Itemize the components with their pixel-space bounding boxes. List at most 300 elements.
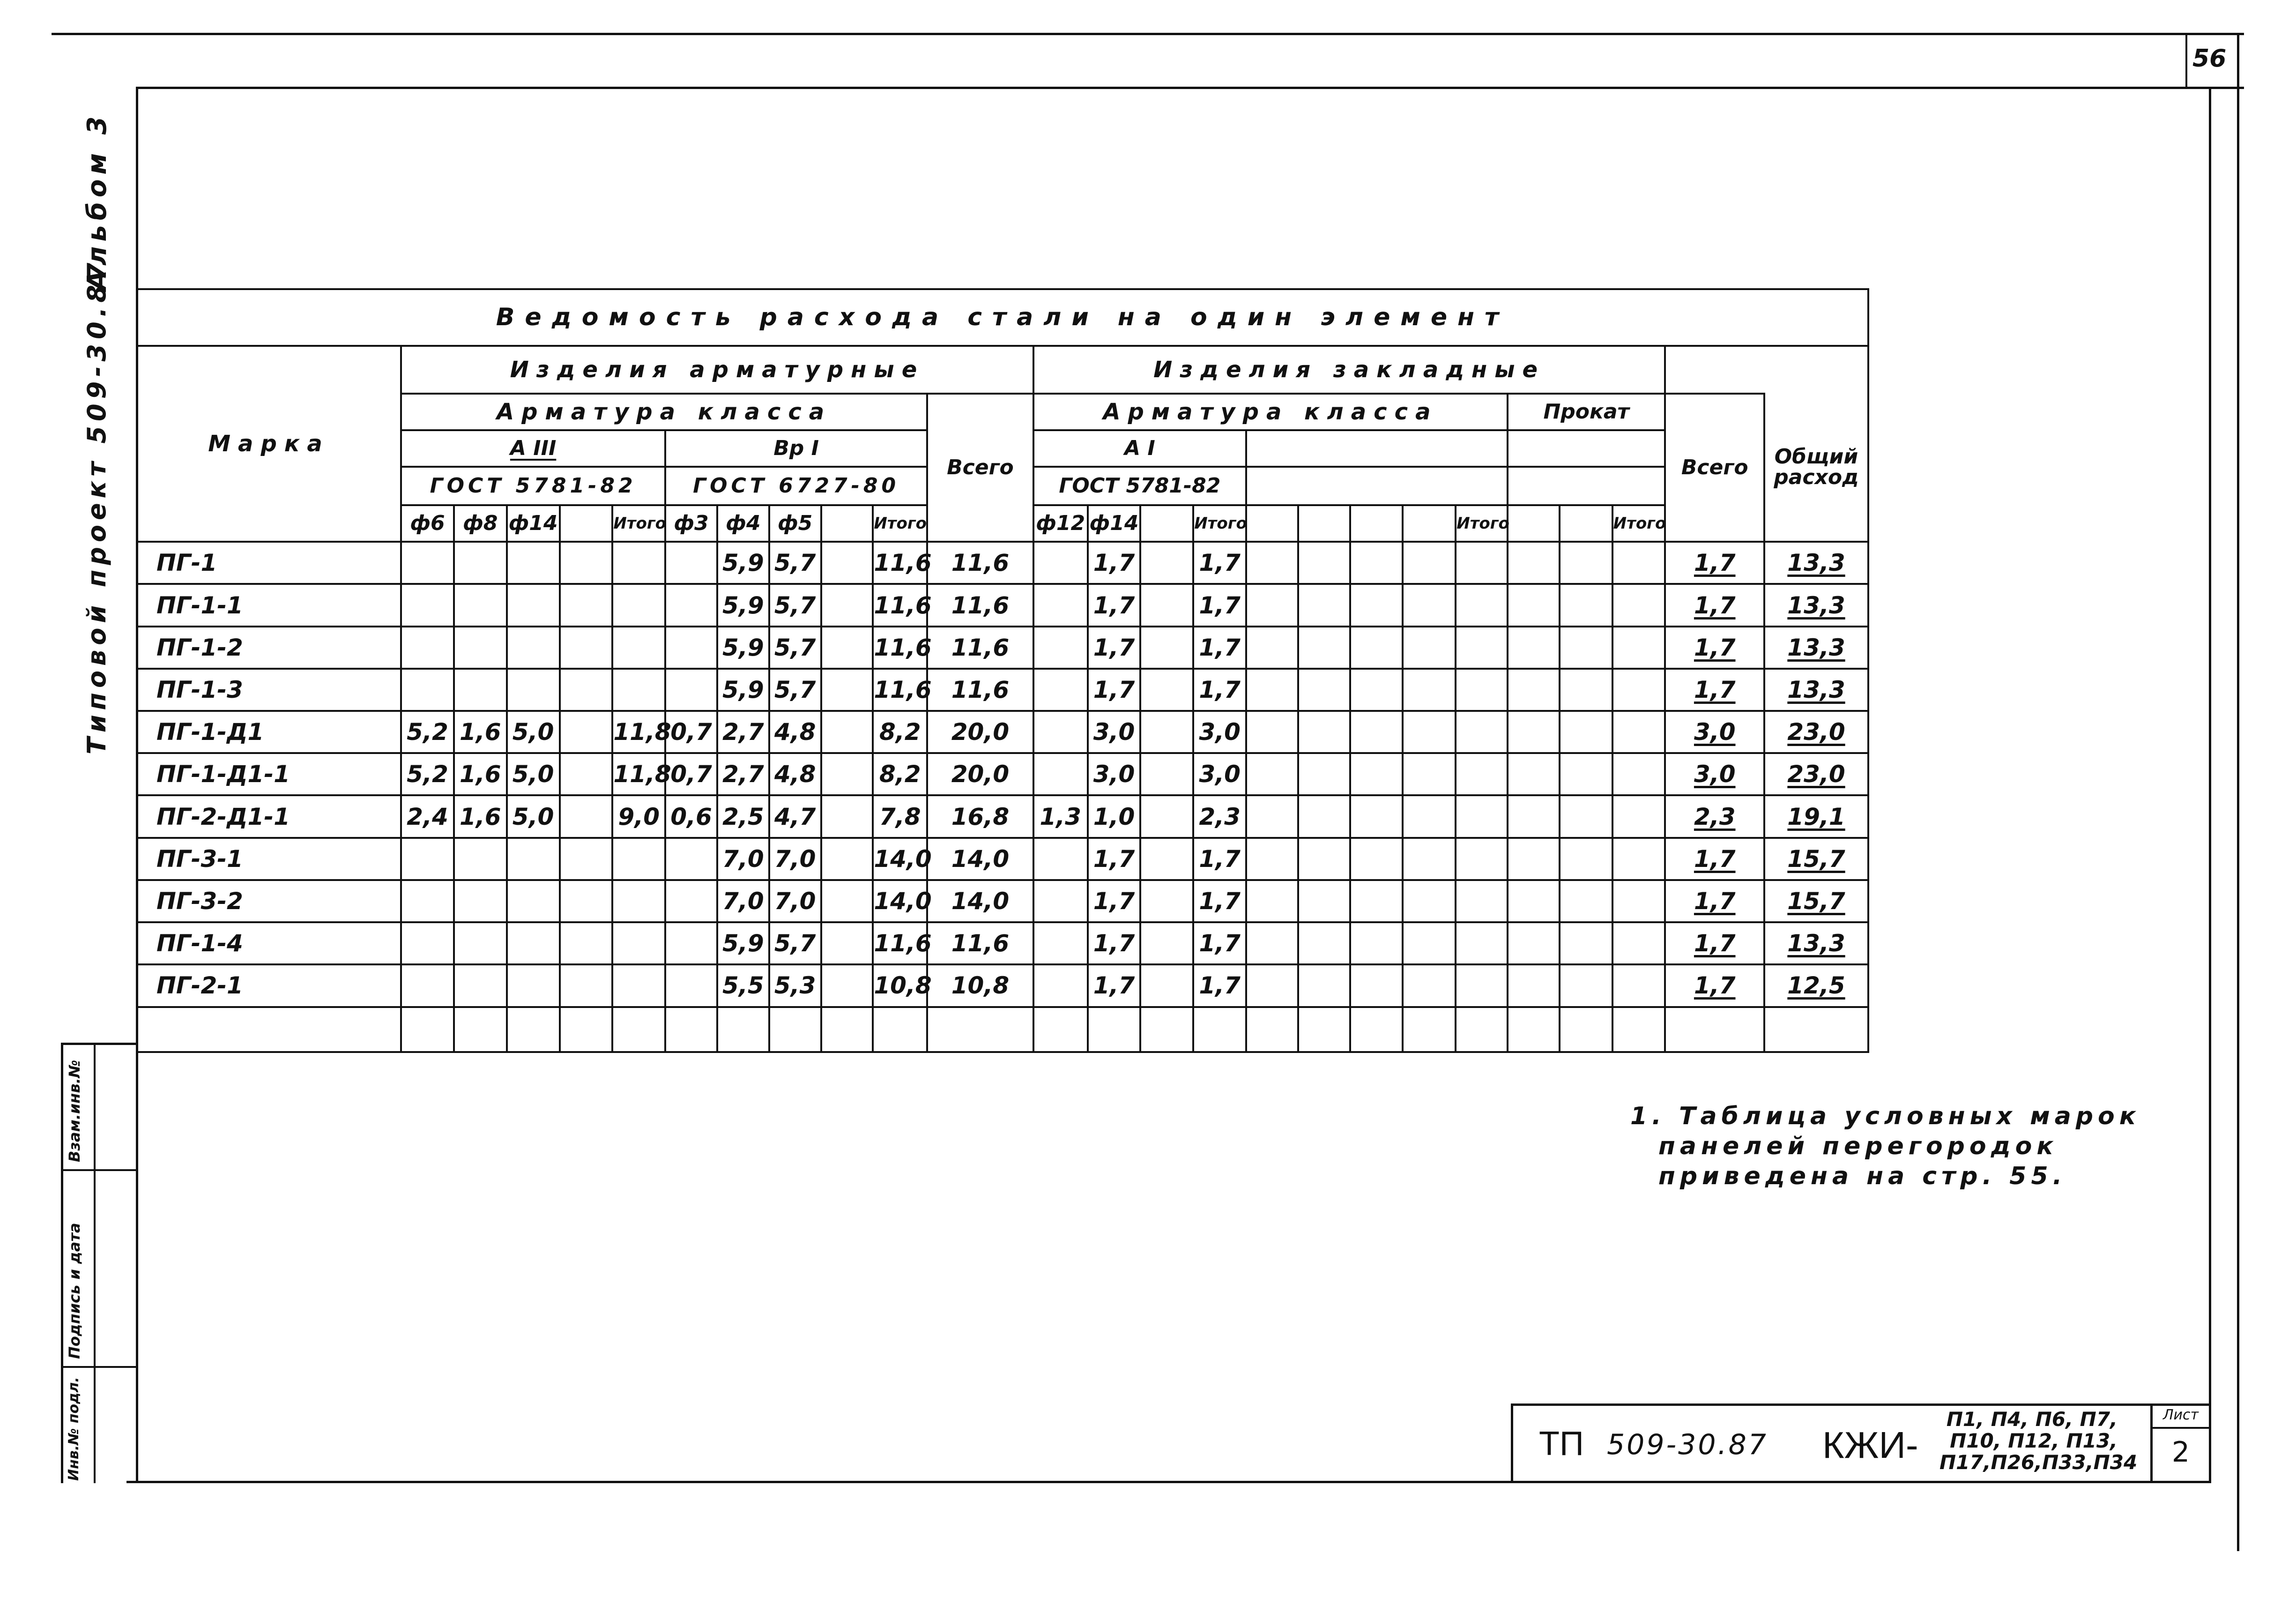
cell-empty <box>1350 838 1403 880</box>
row-mark: ПГ-1-2 <box>137 627 401 669</box>
cell-empty <box>1298 711 1350 753</box>
cell-empty <box>1403 627 1456 669</box>
cell-a3 <box>507 584 560 626</box>
cell-vr1: 5,9 <box>717 584 769 626</box>
cell-a1 <box>1140 584 1193 626</box>
stamp-top <box>61 1043 138 1045</box>
cell-vr1: 7,0 <box>769 880 821 922</box>
cell-empty <box>1350 1007 1403 1052</box>
table-row <box>137 838 1868 880</box>
cell-empty <box>1456 753 1508 795</box>
class-a3: А III <box>401 430 665 467</box>
cell-total-armature: 14,0 <box>927 880 1033 922</box>
cell-empty <box>1508 838 1560 880</box>
cell-a1 <box>1033 964 1088 1007</box>
cell-a3 <box>612 542 665 584</box>
cell-a3 <box>560 880 613 922</box>
cell-vr1: 8,2 <box>873 753 927 795</box>
cell-a3: 1,6 <box>454 753 507 795</box>
cell-a1: 1,7 <box>1088 542 1141 584</box>
row-mark: ПГ-3-2 <box>137 880 401 922</box>
cell-vr1: 14,0 <box>873 838 927 880</box>
cell-a3 <box>560 542 613 584</box>
cell-vr1: 7,0 <box>717 838 769 880</box>
cell-a1: 1,7 <box>1193 584 1246 626</box>
cell-empty <box>1456 880 1508 922</box>
cell-empty <box>560 1007 613 1052</box>
cell-a1 <box>1140 627 1193 669</box>
cell-a3 <box>560 753 613 795</box>
cell-a3 <box>612 627 665 669</box>
table-row <box>137 542 1868 584</box>
cell-a1: 3,0 <box>1088 711 1141 753</box>
cell-a3: 2,4 <box>401 795 454 837</box>
cell-overall: 13,3 <box>1764 627 1868 669</box>
mark-header: Марка <box>137 346 401 542</box>
cell-a1: 1,0 <box>1088 795 1141 837</box>
cell-a3 <box>507 922 560 964</box>
cell-vr1 <box>665 922 717 964</box>
title-kzhi: КЖИ- <box>1822 1424 1918 1466</box>
cell-empty <box>1560 753 1612 795</box>
cell-vr1: 5,7 <box>769 922 821 964</box>
cell-total-embedded: 1,7 <box>1665 964 1764 1007</box>
cell-empty <box>1560 795 1612 837</box>
sub-extra-4: Итого <box>1456 505 1508 542</box>
cell-empty <box>927 1007 1033 1052</box>
cell-a3 <box>401 584 454 626</box>
stamp-div-1 <box>61 1169 138 1171</box>
cell-empty <box>1612 922 1665 964</box>
table-row <box>137 880 1868 922</box>
cell-empty <box>1246 838 1298 880</box>
sub-a3-4: Итого <box>612 505 665 542</box>
sheet-box <box>2150 1403 2209 1481</box>
row-mark: ПГ-1-Д1-1 <box>137 753 401 795</box>
table-row <box>137 584 1868 626</box>
cell-a1 <box>1140 964 1193 1007</box>
cell-vr1 <box>821 795 873 837</box>
cell-a1 <box>1033 838 1088 880</box>
table-row <box>137 795 1868 837</box>
cell-vr1: 5,9 <box>717 922 769 964</box>
cell-empty <box>1612 880 1665 922</box>
cell-empty <box>1560 627 1612 669</box>
cell-a1: 1,7 <box>1193 964 1246 1007</box>
cell-vr1: 5,9 <box>717 669 769 711</box>
cell-overall: 12,5 <box>1764 964 1868 1007</box>
cell-empty <box>1298 838 1350 880</box>
row-mark: ПГ-3-1 <box>137 838 401 880</box>
cell-empty <box>1560 838 1612 880</box>
cell-a3 <box>401 838 454 880</box>
cell-vr1: 11,6 <box>873 584 927 626</box>
cell-empty <box>1193 1007 1246 1052</box>
cell-empty <box>873 1007 927 1052</box>
title-panels <box>1939 1408 2138 1474</box>
cell-a1: 1,7 <box>1088 669 1141 711</box>
cell-total-embedded: 1,7 <box>1665 880 1764 922</box>
cell-a3: 11,8 <box>612 711 665 753</box>
cell-empty <box>1560 964 1612 1007</box>
cell-total-embedded: 1,7 <box>1665 838 1764 880</box>
row-mark: ПГ-2-1 <box>137 964 401 1007</box>
cell-a3: 11,8 <box>612 753 665 795</box>
gost-a1: ГОСТ 5781-82 <box>1033 467 1246 505</box>
cell-empty <box>1612 964 1665 1007</box>
frame-bottom <box>126 1481 2211 1483</box>
cell-vr1 <box>665 964 717 1007</box>
cell-empty <box>1403 753 1456 795</box>
cell-a3: 1,6 <box>454 711 507 753</box>
cell-empty <box>1298 795 1350 837</box>
note-line-3: приведена на стр. 55. <box>1658 1162 2067 1190</box>
cell-a3 <box>454 922 507 964</box>
cell-vr1: 2,7 <box>717 711 769 753</box>
cell-a3 <box>454 542 507 584</box>
sub-a3-0: ф6 <box>401 505 454 542</box>
row-mark: ПГ-1-3 <box>137 669 401 711</box>
cell-vr1 <box>821 542 873 584</box>
cell-a3: 5,0 <box>507 753 560 795</box>
cell-empty <box>1665 1007 1764 1052</box>
cell-empty <box>1403 711 1456 753</box>
cell-total-embedded: 1,7 <box>1665 584 1764 626</box>
note <box>1630 1101 2140 1191</box>
sub-a1-2 <box>1140 505 1193 542</box>
cell-vr1: 11,6 <box>873 922 927 964</box>
cell-empty <box>1298 922 1350 964</box>
cell-vr1 <box>821 627 873 669</box>
cell-empty <box>1560 669 1612 711</box>
cell-a3 <box>560 669 613 711</box>
cell-a1: 1,3 <box>1033 795 1088 837</box>
cell-empty <box>1508 795 1560 837</box>
project-label: Типовой проект 509-30.87 <box>82 258 111 754</box>
cell-empty <box>1403 584 1456 626</box>
cell-empty <box>1350 753 1403 795</box>
cell-a1: 3,0 <box>1193 711 1246 753</box>
cell-a3 <box>612 964 665 1007</box>
cell-a1: 1,7 <box>1088 964 1141 1007</box>
frame-top <box>136 87 2244 89</box>
cell-empty <box>1403 964 1456 1007</box>
cell-empty <box>1033 1007 1088 1052</box>
sub-extra-3 <box>1403 505 1456 542</box>
cell-empty <box>1560 880 1612 922</box>
cell-overall: 23,0 <box>1764 711 1868 753</box>
cell-vr1: 5,7 <box>769 669 821 711</box>
sub-vr1-1: ф4 <box>717 505 769 542</box>
cell-empty <box>769 1007 821 1052</box>
cell-empty <box>1403 669 1456 711</box>
cell-empty <box>1456 964 1508 1007</box>
cell-overall: 13,3 <box>1764 542 1868 584</box>
cell-vr1: 2,5 <box>717 795 769 837</box>
cell-empty <box>1612 627 1665 669</box>
cell-a3 <box>401 669 454 711</box>
cell-a3 <box>507 838 560 880</box>
cell-empty <box>1403 880 1456 922</box>
cell-a3: 5,0 <box>507 795 560 837</box>
cell-vr1: 5,9 <box>717 542 769 584</box>
cell-total-armature: 11,6 <box>927 584 1033 626</box>
cell-a1: 1,7 <box>1088 584 1141 626</box>
frame-right <box>2209 87 2211 1481</box>
cell-empty <box>454 1007 507 1052</box>
cell-empty <box>1456 838 1508 880</box>
cell-empty <box>1246 922 1298 964</box>
class-empty <box>1246 430 1508 467</box>
cell-a3 <box>454 627 507 669</box>
table-row <box>137 964 1868 1007</box>
cell-a3 <box>454 964 507 1007</box>
cell-total-armature: 14,0 <box>927 838 1033 880</box>
cell-a1: 1,7 <box>1088 880 1141 922</box>
cell-empty <box>1456 711 1508 753</box>
cell-a1: 1,7 <box>1088 838 1141 880</box>
sub-vr1-3 <box>821 505 873 542</box>
cell-a1: 3,0 <box>1193 753 1246 795</box>
table-title: Ведомость расхода стали на один элемент <box>137 289 1868 346</box>
sub-extra-0 <box>1246 505 1298 542</box>
cell-a3 <box>507 880 560 922</box>
cell-empty <box>1508 922 1560 964</box>
cell-vr1 <box>821 753 873 795</box>
cell-empty <box>1246 880 1298 922</box>
overall-header: Общий расход <box>1764 394 1868 542</box>
cell-a3 <box>401 922 454 964</box>
row-mark: ПГ-1-Д1 <box>137 711 401 753</box>
cell-empty <box>1298 753 1350 795</box>
cell-a3 <box>612 838 665 880</box>
cell-a3: 9,0 <box>612 795 665 837</box>
cell-empty <box>1350 669 1403 711</box>
total-armature-header: Всего <box>927 394 1033 542</box>
class-vr1: Вр I <box>665 430 927 467</box>
row-mark: ПГ-1-4 <box>137 922 401 964</box>
sub-a3-1: ф8 <box>454 505 507 542</box>
prokat-class-empty <box>1508 430 1665 467</box>
cell-empty <box>1508 880 1560 922</box>
cell-empty <box>1246 584 1298 626</box>
row-mark: ПГ-2-Д1-1 <box>137 795 401 837</box>
cell-empty <box>1246 711 1298 753</box>
cell-empty <box>1246 753 1298 795</box>
cell-a1 <box>1140 838 1193 880</box>
cell-a1: 1,7 <box>1193 542 1246 584</box>
cell-empty <box>1456 669 1508 711</box>
sub-a3-2: ф14 <box>507 505 560 542</box>
cell-a3 <box>507 627 560 669</box>
cell-vr1 <box>821 669 873 711</box>
cell-a3 <box>401 542 454 584</box>
cell-a3: 5,2 <box>401 711 454 753</box>
cell-a3 <box>612 584 665 626</box>
cell-total-armature: 10,8 <box>927 964 1033 1007</box>
sub-prokat-1 <box>1560 505 1612 542</box>
row-mark: ПГ-1 <box>137 542 401 584</box>
table-row <box>137 711 1868 753</box>
cell-total-embedded: 1,7 <box>1665 922 1764 964</box>
cell-total-embedded: 3,0 <box>1665 753 1764 795</box>
cell-a3 <box>560 627 613 669</box>
cell-empty <box>1350 542 1403 584</box>
table-row <box>137 922 1868 964</box>
sheet-number: 2 <box>2171 1436 2190 1469</box>
cell-vr1: 4,8 <box>769 753 821 795</box>
cell-a3 <box>507 964 560 1007</box>
cell-empty <box>1350 922 1403 964</box>
cell-a1: 1,7 <box>1193 838 1246 880</box>
cell-empty <box>1350 711 1403 753</box>
cell-vr1: 4,7 <box>769 795 821 837</box>
table-row <box>137 753 1868 795</box>
stamp-replace-inv: Взам.инв.№ <box>66 1060 83 1162</box>
cell-vr1 <box>821 711 873 753</box>
steel-consumption-table <box>136 288 1869 1053</box>
cell-empty <box>1298 964 1350 1007</box>
cell-a3 <box>507 669 560 711</box>
panels-line-3: П17,П26,П33,П34 <box>1939 1451 2138 1474</box>
cell-a1 <box>1140 669 1193 711</box>
cell-empty <box>612 1007 665 1052</box>
cell-a1 <box>1033 880 1088 922</box>
cell-vr1: 14,0 <box>873 880 927 922</box>
cell-a1: 1,7 <box>1193 669 1246 711</box>
cell-empty <box>1298 627 1350 669</box>
cell-vr1 <box>821 922 873 964</box>
cell-a1: 3,0 <box>1088 753 1141 795</box>
cell-empty <box>1246 669 1298 711</box>
cell-vr1: 7,8 <box>873 795 927 837</box>
cell-vr1: 7,0 <box>717 880 769 922</box>
cell-empty <box>1403 1007 1456 1052</box>
cell-a1: 1,7 <box>1193 880 1246 922</box>
cell-empty <box>1456 795 1508 837</box>
sheet-label: Лист <box>2153 1403 2209 1429</box>
title-code: 509-30.87 <box>1607 1428 1768 1461</box>
cell-a3 <box>507 542 560 584</box>
cell-empty <box>1456 542 1508 584</box>
cell-vr1 <box>665 584 717 626</box>
cell-empty <box>1350 795 1403 837</box>
armature-class-header: Арматура класса <box>401 394 927 430</box>
stamp-original-inv: Инв.№ подл. <box>66 1377 82 1481</box>
cell-vr1: 7,0 <box>769 838 821 880</box>
cell-a3 <box>401 880 454 922</box>
cell-empty <box>507 1007 560 1052</box>
cell-a3 <box>612 922 665 964</box>
cell-empty <box>1560 922 1612 964</box>
cell-empty <box>1508 1007 1560 1052</box>
cell-empty <box>1350 584 1403 626</box>
total-embedded-header: Всего <box>1665 394 1764 542</box>
cell-a1 <box>1033 584 1088 626</box>
gost-a3: ГОСТ 5781-82 <box>401 467 665 505</box>
cell-empty <box>1140 1007 1193 1052</box>
cell-vr1: 5,9 <box>717 627 769 669</box>
cell-a3: 5,0 <box>507 711 560 753</box>
gost-empty <box>1246 467 1508 505</box>
row-mark: ПГ-1-1 <box>137 584 401 626</box>
cell-empty <box>1246 1007 1298 1052</box>
cell-empty <box>1508 964 1560 1007</box>
cell-a1 <box>1140 795 1193 837</box>
cell-a3 <box>612 669 665 711</box>
cell-a3 <box>560 838 613 880</box>
empty-row <box>137 1007 1868 1052</box>
cell-a3 <box>454 880 507 922</box>
cell-vr1 <box>665 838 717 880</box>
sub-extra-1 <box>1298 505 1350 542</box>
stamp-col-mid <box>94 1043 96 1483</box>
cell-vr1: 0,6 <box>665 795 717 837</box>
cell-a3 <box>612 880 665 922</box>
cell-a1: 2,3 <box>1193 795 1246 837</box>
sub-a3-3 <box>560 505 613 542</box>
gost-prokat-empty <box>1508 467 1665 505</box>
stamp-col-left <box>61 1043 63 1483</box>
cell-overall: 13,3 <box>1764 669 1868 711</box>
cell-overall: 15,7 <box>1764 880 1868 922</box>
cell-total-armature: 11,6 <box>927 922 1033 964</box>
cell-vr1 <box>665 627 717 669</box>
cell-empty <box>1560 1007 1612 1052</box>
panels-line-1: П1, П4, П6, П7, <box>1946 1408 2118 1431</box>
cell-a3 <box>454 838 507 880</box>
sub-extra-2 <box>1350 505 1403 542</box>
sub-prokat-2: Итого <box>1612 505 1665 542</box>
cell-vr1: 8,2 <box>873 711 927 753</box>
cell-total-armature: 20,0 <box>927 711 1033 753</box>
cell-overall: 13,3 <box>1764 922 1868 964</box>
data-rows <box>137 542 1868 1007</box>
cell-vr1 <box>665 669 717 711</box>
cell-total-embedded: 1,7 <box>1665 669 1764 711</box>
cell-empty <box>1560 542 1612 584</box>
cell-empty <box>1456 922 1508 964</box>
cell-overall: 15,7 <box>1764 838 1868 880</box>
cell-empty <box>1612 669 1665 711</box>
top-rule <box>52 33 2244 35</box>
cell-vr1: 11,6 <box>873 669 927 711</box>
cell-empty <box>1403 922 1456 964</box>
cell-empty <box>1456 627 1508 669</box>
sub-a1-0: ф12 <box>1033 505 1088 542</box>
stamp-div-2 <box>61 1366 138 1368</box>
cell-empty <box>1612 711 1665 753</box>
cell-a3 <box>560 795 613 837</box>
cell-empty <box>1456 584 1508 626</box>
note-line-2: панелей перегородок <box>1658 1132 2058 1160</box>
cell-vr1: 10,8 <box>873 964 927 1007</box>
cell-empty <box>1612 795 1665 837</box>
gost-vr1: ГОСТ 6727-80 <box>665 467 927 505</box>
cell-empty <box>1403 795 1456 837</box>
note-line-1: 1. Таблица условных марок <box>1630 1102 2141 1130</box>
cell-a1: 1,7 <box>1193 922 1246 964</box>
page-number: 56 <box>2192 45 2227 73</box>
table-row <box>137 669 1868 711</box>
cell-vr1: 5,5 <box>717 964 769 1007</box>
cell-empty <box>1560 711 1612 753</box>
cell-empty <box>1560 584 1612 626</box>
class-a1: А I <box>1033 430 1246 467</box>
cell-overall: 23,0 <box>1764 753 1868 795</box>
cell-total-armature: 11,6 <box>927 542 1033 584</box>
cell-vr1 <box>665 880 717 922</box>
